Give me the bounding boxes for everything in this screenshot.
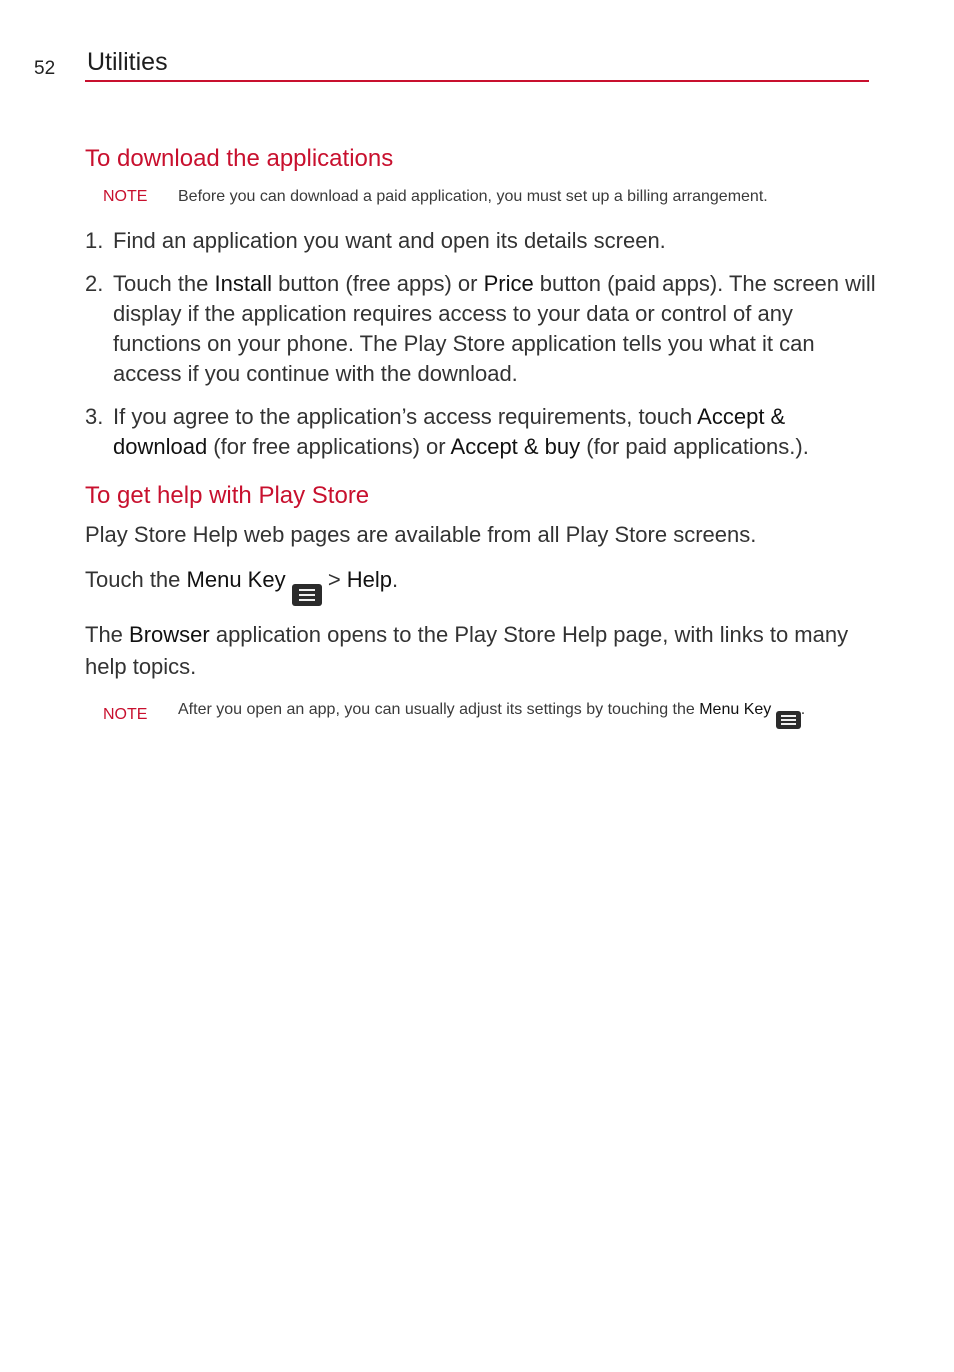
- note-label: NOTE: [103, 188, 148, 205]
- list-item: [85, 269, 885, 389]
- menu-key-label: Menu Key: [186, 567, 286, 592]
- help-heading: To get help with Play Store: [85, 482, 370, 509]
- help-keyword: Help: [346, 567, 393, 592]
- browser-paragraph: The Browser application opens to the Play Store Help page, with links to many help topics.: [85, 622, 849, 679]
- section-title: Utilities: [87, 48, 168, 76]
- step-text: If you agree to the application’s access requirements, touch Accept & download (for free applications) or Accept & buy (for paid applications.).: [113, 404, 809, 459]
- help-instruction: Touch the Menu Key > Help.: [85, 564, 885, 606]
- menu-key-icon: [292, 584, 322, 606]
- menu-key-icon: [776, 711, 801, 729]
- step-number: 1.: [85, 228, 104, 253]
- menu-key-label: Menu Key: [699, 701, 772, 718]
- help-paragraph: Play Store Help web pages are available from all Play Store screens.: [85, 522, 757, 547]
- step-number: 3.: [85, 404, 104, 429]
- download-heading: To download the applications: [85, 145, 394, 172]
- page-number: 52: [34, 58, 56, 79]
- step-text: Touch the Install button (free apps) or Price button (paid apps). The screen will display if the application requires access to your data or control of any functions on your phone. The Play Store application tells you what it can access if you continue with the download.: [113, 271, 876, 386]
- install-keyword: Install: [214, 271, 272, 296]
- download-steps: [85, 226, 885, 462]
- accept-buy-keyword: Accept & buy: [450, 434, 581, 459]
- note-text: After you open an app, you can usually adjust its settings by touching the Menu Key .: [178, 701, 805, 729]
- note-label: NOTE: [103, 706, 148, 723]
- header-rule: [85, 80, 869, 82]
- browser-keyword: Browser: [129, 622, 210, 647]
- page-content: [85, 145, 885, 729]
- accept-download-keyword: Accept & download: [113, 404, 786, 459]
- list-item: [85, 226, 885, 256]
- price-keyword: Price: [483, 271, 534, 296]
- download-note: [85, 188, 885, 206]
- note-text: Before you can download a paid application, you must set up a billing arrangement.: [178, 188, 768, 205]
- help-note: [85, 701, 885, 729]
- list-item: [85, 402, 885, 462]
- step-text: Find an application you want and open its details screen.: [113, 228, 666, 253]
- step-number: 2.: [85, 271, 104, 296]
